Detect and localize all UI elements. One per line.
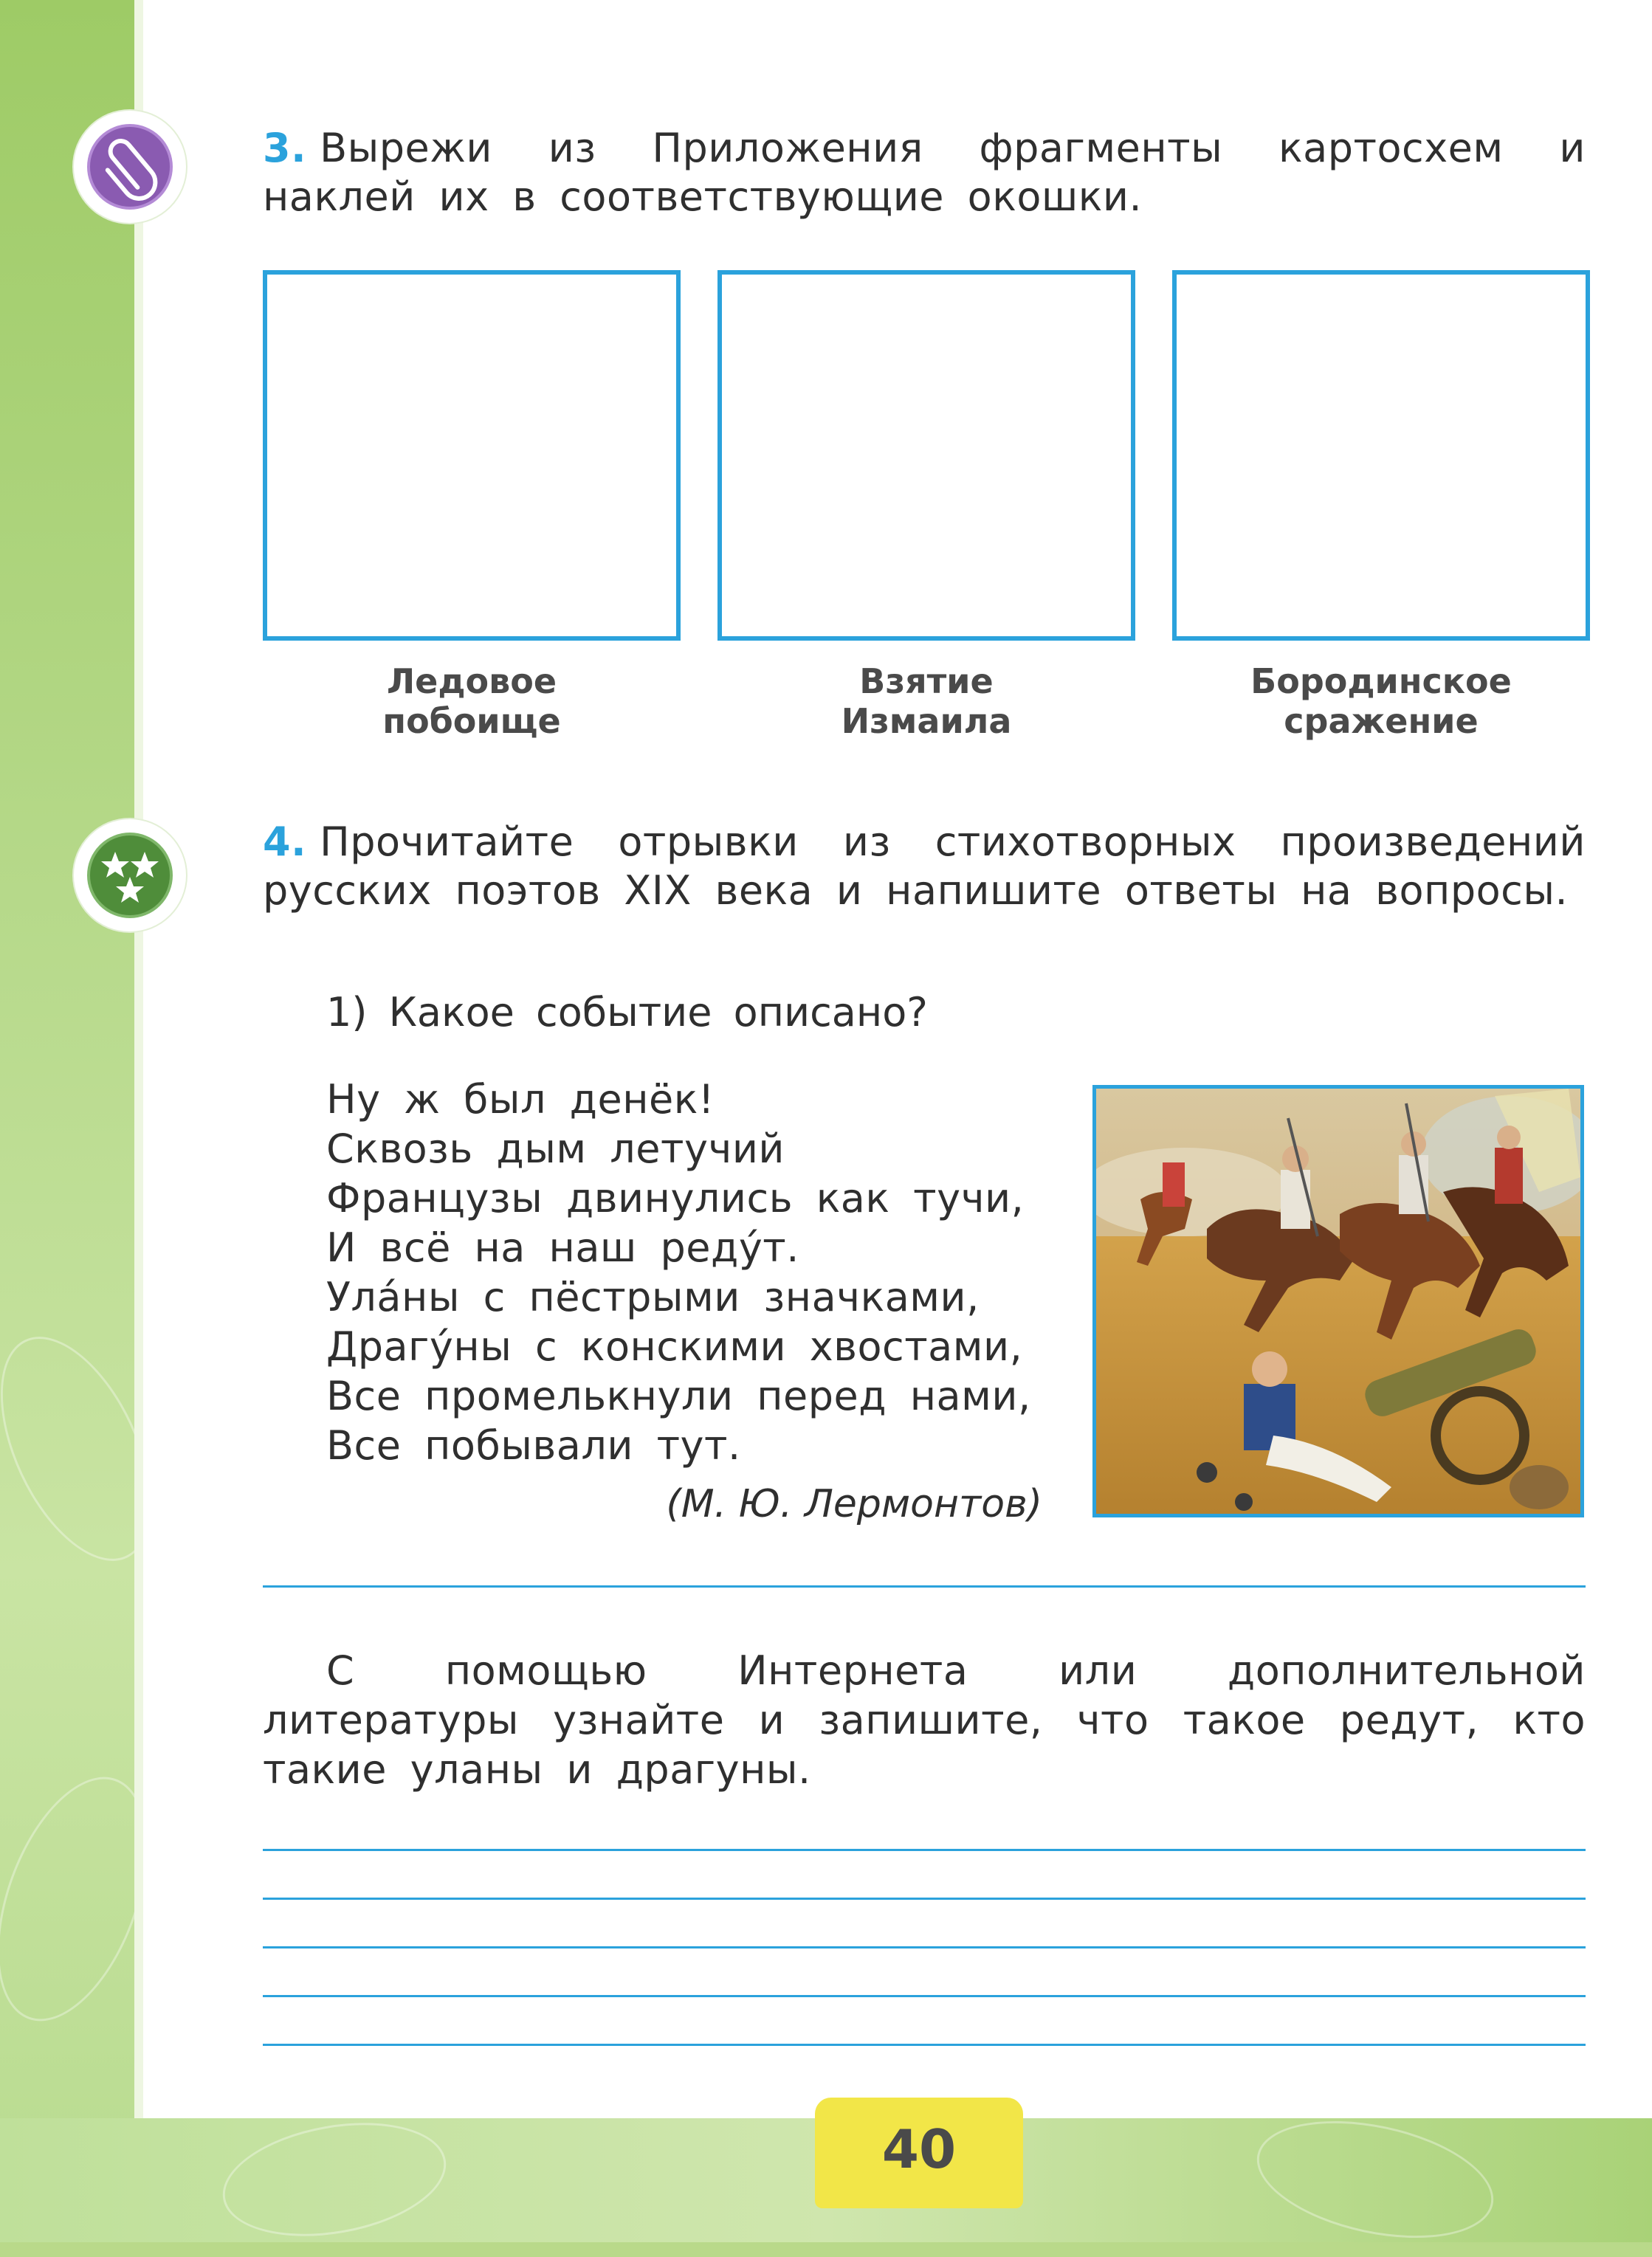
caption-line: Бородинское	[1250, 661, 1512, 701]
poem-line: Сквозь дым летучий	[326, 1126, 785, 1172]
paste-box-ice-battle[interactable]	[263, 270, 681, 641]
task4-badge	[74, 819, 186, 931]
page-number-badge	[815, 2098, 1023, 2208]
task3-text	[263, 124, 1586, 221]
task4-text	[263, 818, 1586, 915]
caption-line: Взятие	[859, 661, 994, 701]
answer-line[interactable]	[263, 1849, 1586, 1851]
answer-line[interactable]	[263, 1995, 1586, 1997]
answer-line[interactable]	[263, 1898, 1586, 1900]
followup-task: С помощью Интернета или дополнительной литературы узнайте и запишите, что такое редут, кто такие уланы и драгуны.	[263, 1647, 1586, 1793]
poem-line: Все побывали тут.	[326, 1422, 741, 1469]
poem-line: Драгу́ны с конскими хвостами,	[326, 1323, 1023, 1370]
poem-line: Ну ж был денёк!	[326, 1076, 715, 1123]
page-number: 40	[881, 2118, 957, 2180]
paperclip-icon	[74, 111, 186, 223]
caption-line: Измаила	[841, 701, 1012, 741]
poem	[326, 1075, 1064, 1470]
battle-painting	[1092, 1085, 1584, 1517]
caption-borodino	[1172, 661, 1590, 741]
stars-icon	[74, 819, 186, 931]
paste-box-izmail[interactable]	[717, 270, 1135, 641]
task3-badge	[74, 111, 186, 223]
caption-line: сражение	[1284, 701, 1479, 741]
answer-line[interactable]	[263, 2044, 1586, 2046]
poem-line: Все промелькнули перед нами,	[326, 1373, 1031, 1419]
question-1: 1) Какое событие описано?	[326, 989, 928, 1036]
paste-box-borodino[interactable]	[1172, 270, 1590, 641]
caption-line: побоище	[382, 701, 561, 741]
page-margin	[134, 0, 143, 2118]
caption-line: Ледовое	[386, 661, 557, 701]
poem-author: (М. Ю. Лермонтов)	[666, 1482, 1042, 1526]
caption-izmail	[717, 661, 1135, 741]
caption-ice-battle	[263, 661, 681, 741]
task3-number: 3.	[263, 125, 307, 171]
answer-line[interactable]	[263, 1585, 1586, 1588]
answer-line[interactable]	[263, 1946, 1586, 1948]
task4-number: 4.	[263, 819, 307, 865]
poem-line: Французы двинулись как тучи,	[326, 1175, 1025, 1221]
poem-line: И всё на наш реду́т.	[326, 1224, 799, 1271]
task4-instruction: Прочитайте отрывки из стихотворных произведений русских поэтов XIX века и напишите ответы на вопросы.	[263, 819, 1586, 914]
poem-line: Ула́ны с пёстрыми значками,	[326, 1274, 980, 1320]
task3-instruction: Вырежи из Приложения фрагменты картосхем и наклей их в соответствующие окошки.	[263, 125, 1586, 220]
